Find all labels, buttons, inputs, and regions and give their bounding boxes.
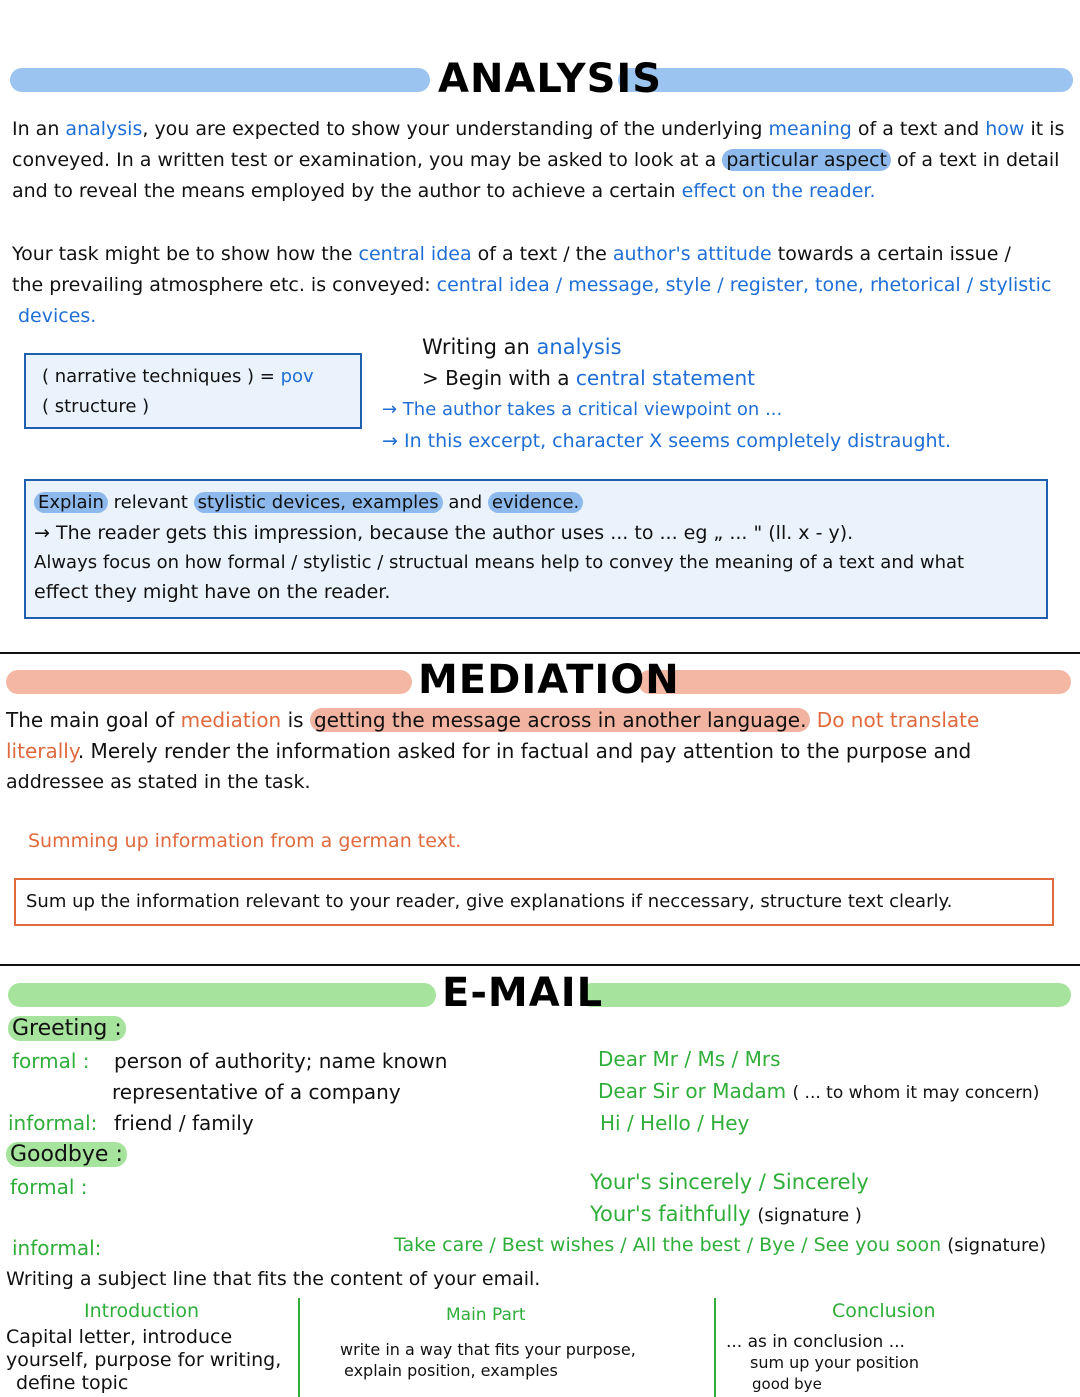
analysis-p1-line2: conveyed. In a written test or examination, you may be asked to look at a particular aspect of a text in detail — [12, 149, 1060, 171]
explain-box — [24, 479, 1048, 619]
greeting-formal-desc-1: person of authority; name known — [114, 1049, 448, 1073]
analysis-p2-line1: Your task might be to show how the central idea of a text / the author's attitude towards a certain issue / — [12, 243, 1011, 265]
analysis-p1-line1: In an analysis, you are expected to show your understanding of the underlying meaning of a text and how it is — [12, 118, 1065, 140]
greeting-informal-label: informal: — [8, 1111, 98, 1135]
analysis-p1-line3: and to reveal the means employed by the author to achieve a certain effect on the reader. — [12, 180, 876, 202]
greeting-example-3: Hi / Hello / Hey — [600, 1111, 750, 1135]
subject-line-tip: Writing a subject line that fits the content of your email. — [6, 1268, 541, 1290]
mediation-title-bar-right — [638, 670, 1071, 694]
analysis-title-bar-left — [10, 68, 430, 92]
col-divider-2 — [714, 1298, 716, 1397]
narrative-note-box — [24, 353, 362, 429]
mediation-title-bar-left — [6, 670, 412, 694]
analysis-title: ANALYSIS — [438, 56, 663, 102]
goodbye-formal-example-2: Your's faithfully (signature ) — [590, 1202, 862, 1226]
writing-analysis-example-1: → The author takes a critical viewpoint on ... — [382, 399, 783, 420]
col-introduction-line3: define topic — [16, 1372, 129, 1394]
greeting-label: Greeting : — [8, 1013, 126, 1044]
col-introduction-line2: yourself, purpose for writing, — [6, 1349, 282, 1371]
greeting-informal-desc: friend / family — [114, 1111, 254, 1135]
narrative-note-line1: ( narrative techniques ) = pov — [42, 366, 314, 387]
col-main-head: Main Part — [446, 1305, 526, 1325]
email-title-bar-right — [580, 983, 1071, 1007]
summing-up-heading: Summing up information from a german text. — [28, 830, 462, 852]
narrative-note-line2: ( structure ) — [42, 396, 150, 417]
col-main-line1: write in a way that fits your purpose, — [340, 1340, 636, 1359]
greeting-formal-desc-2: representative of a company — [112, 1080, 401, 1104]
mediation-summary-box — [14, 878, 1054, 926]
goodbye-informal-example: Take care / Best wishes / All the best / Bye / See you soon (signature) — [394, 1234, 1047, 1256]
goodbye-formal-label: formal : — [10, 1175, 88, 1199]
email-title-bar-left — [8, 983, 436, 1007]
divider-analysis-mediation — [0, 652, 1080, 654]
analysis-p2-line3: devices. — [18, 305, 97, 327]
explain-line1: Explain relevant stylistic devices, examples and evidence. — [34, 487, 583, 518]
col-introduction-line1: Capital letter, introduce — [6, 1326, 233, 1348]
writing-analysis-heading: Writing an analysis — [422, 335, 622, 359]
mediation-p1-line2: literally. Merely render the information asked for in factual and pay attention to the purpose and — [6, 739, 972, 763]
explain-line2: → The reader gets this impression, because the author uses ... to ... eg „ ... " (ll. x - y). — [34, 522, 854, 544]
col-conclusion-head: Conclusion — [832, 1300, 936, 1322]
divider-mediation-email — [0, 964, 1080, 966]
mediation-p1-line1: The main goal of mediation is getting the message across in another language. Do not translate — [6, 708, 980, 732]
email-title: E-MAIL — [442, 970, 604, 1016]
mediation-summary-text: Sum up the information relevant to your reader, give explanations if neccessary, structure text clearly. — [26, 891, 953, 912]
explain-line3: Always focus on how formal / stylistic / structual means help to convey the meaning of a text and what — [34, 552, 965, 573]
col-main-line2: explain position, examples — [344, 1361, 558, 1380]
col-introduction-head: Introduction — [84, 1300, 200, 1322]
mediation-title: MEDIATION — [418, 657, 680, 703]
mediation-p1-line3: addressee as stated in the task. — [6, 771, 311, 793]
col-conclusion-line3: good bye — [752, 1375, 822, 1393]
greeting-formal-label: formal : — [12, 1049, 90, 1073]
greeting-example-2: Dear Sir or Madam ( ... to whom it may concern) — [598, 1079, 1040, 1103]
goodbye-label: Goodbye : — [6, 1139, 127, 1170]
writing-analysis-begin: > Begin with a central statement — [422, 366, 756, 390]
analysis-p2-line2: the prevailing atmosphere etc. is conveyed: central idea / message, style / register, tone, rhetorical / stylistic — [12, 274, 1052, 296]
col-divider-1 — [298, 1298, 300, 1397]
writing-analysis-example-2: → In this excerpt, character X seems completely distraught. — [382, 430, 952, 452]
goodbye-informal-label: informal: — [12, 1236, 102, 1260]
explain-line4: effect they might have on the reader. — [34, 581, 391, 603]
analysis-title-bar-right — [618, 68, 1073, 92]
goodbye-formal-example-1: Your's sincerely / Sincerely — [590, 1170, 869, 1194]
greeting-example-1: Dear Mr / Ms / Mrs — [598, 1047, 781, 1071]
col-conclusion-line1: ... as in conclusion ... — [726, 1332, 905, 1352]
col-conclusion-line2: sum up your position — [750, 1353, 919, 1372]
